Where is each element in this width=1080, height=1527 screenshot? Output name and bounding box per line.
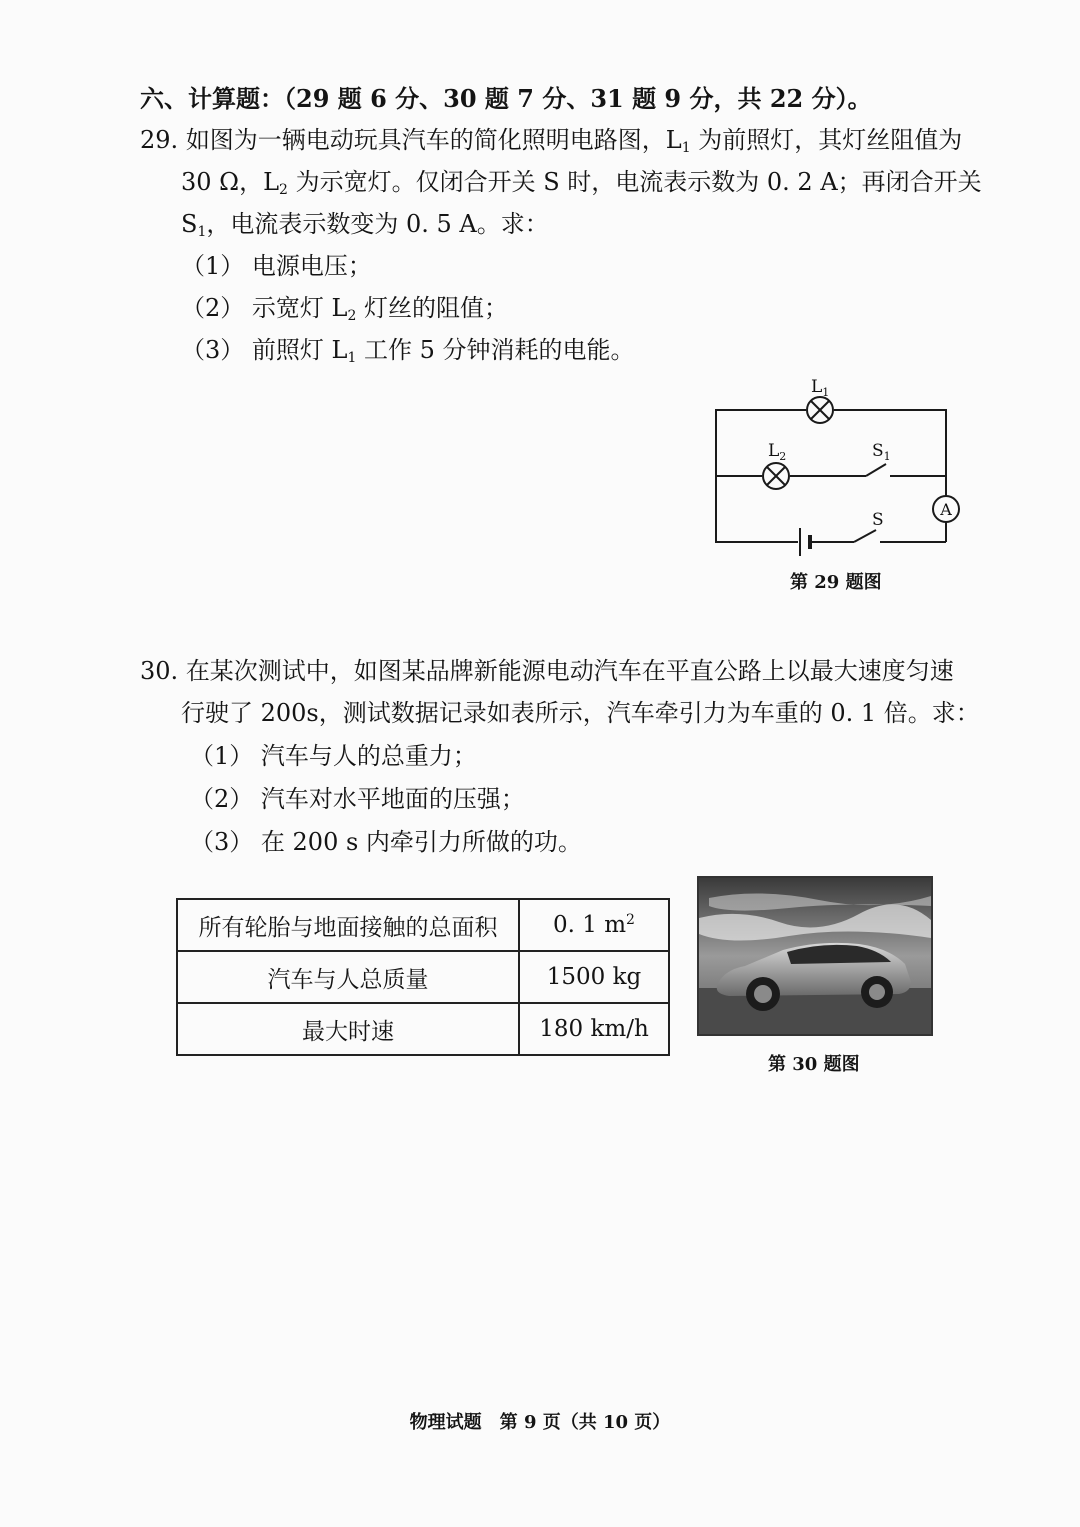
page-footer: 物理试题 第 9 页（共 10 页） bbox=[409, 1412, 671, 1433]
switch-s1-label: $S_1$ bbox=[872, 441, 891, 463]
q29-figure-caption: 第 29 题图 bbox=[790, 572, 882, 593]
q30-line1: 30. 在某次测试中，如图某品牌新能源电动汽车在平直公路上以最大速度匀速 bbox=[140, 657, 954, 685]
car-photo bbox=[697, 876, 933, 1036]
table-value-cell: 1500 kg bbox=[519, 951, 669, 1003]
q30-sub2: （2） 汽车对水平地面的压强； bbox=[190, 785, 525, 813]
lamp-l1-label: $L_1$ bbox=[811, 377, 830, 399]
circuit-diagram bbox=[700, 370, 970, 560]
section-heading: 六、计算题：（29 题 6 分、30 题 7 分、31 题 9 分，共 22 分）。 bbox=[140, 84, 872, 113]
q30-figure-caption: 第 30 题图 bbox=[768, 1054, 860, 1075]
q29-line3: $S_1$，电流表示数变为 0. 5 A。求： bbox=[181, 210, 549, 240]
table-value-cell: 0. 1 $m^2$ bbox=[519, 899, 669, 951]
q30-line2: 行驶了 200s，测试数据记录如表所示，汽车牵引力为车重的 0. 1 倍。求： bbox=[181, 699, 980, 727]
q29-sub3: （3） 前照灯 $L_1$ 工作 5 分钟消耗的电能。 bbox=[181, 336, 635, 366]
table-label-cell: 最大时速 bbox=[177, 1003, 519, 1055]
q30-number: 30. bbox=[140, 657, 179, 685]
table-label-cell: 汽车与人总质量 bbox=[177, 951, 519, 1003]
table-label-cell: 所有轮胎与地面接触的总面积 bbox=[177, 899, 519, 951]
switch-s-label: S bbox=[872, 510, 884, 530]
q29-sub1: （1） 电源电压； bbox=[181, 252, 372, 280]
table-row bbox=[177, 1003, 669, 1055]
q30-sub1: （1） 汽车与人的总重力； bbox=[190, 742, 477, 770]
table-row bbox=[177, 899, 669, 951]
lamp-l1-symbol bbox=[807, 397, 833, 423]
q29-line2: 30 Ω，$L_2$ 为示宽灯。仅闭合开关 S 时，电流表示数为 0. 2 A；再闭合开关 bbox=[181, 168, 982, 198]
table-value-cell: 180 km/h bbox=[519, 1003, 669, 1055]
battery-symbol bbox=[800, 528, 810, 556]
lamp-l2-label: $L_2$ bbox=[768, 441, 787, 463]
q30-data-table bbox=[176, 898, 670, 1056]
q29-number: 29. bbox=[140, 126, 179, 154]
q29-line1: 29. 如图为一辆电动玩具汽车的简化照明电路图，$L_1$ 为前照灯，其灯丝阻值为 bbox=[140, 126, 963, 156]
ammeter-label: A bbox=[940, 500, 952, 519]
lamp-l2-symbol bbox=[763, 463, 789, 489]
q29-sub2: （2） 示宽灯 $L_2$ 灯丝的阻值； bbox=[181, 294, 509, 324]
q30-sub3: （3） 在 200 s 内牵引力所做的功。 bbox=[190, 828, 582, 856]
table-row bbox=[177, 951, 669, 1003]
